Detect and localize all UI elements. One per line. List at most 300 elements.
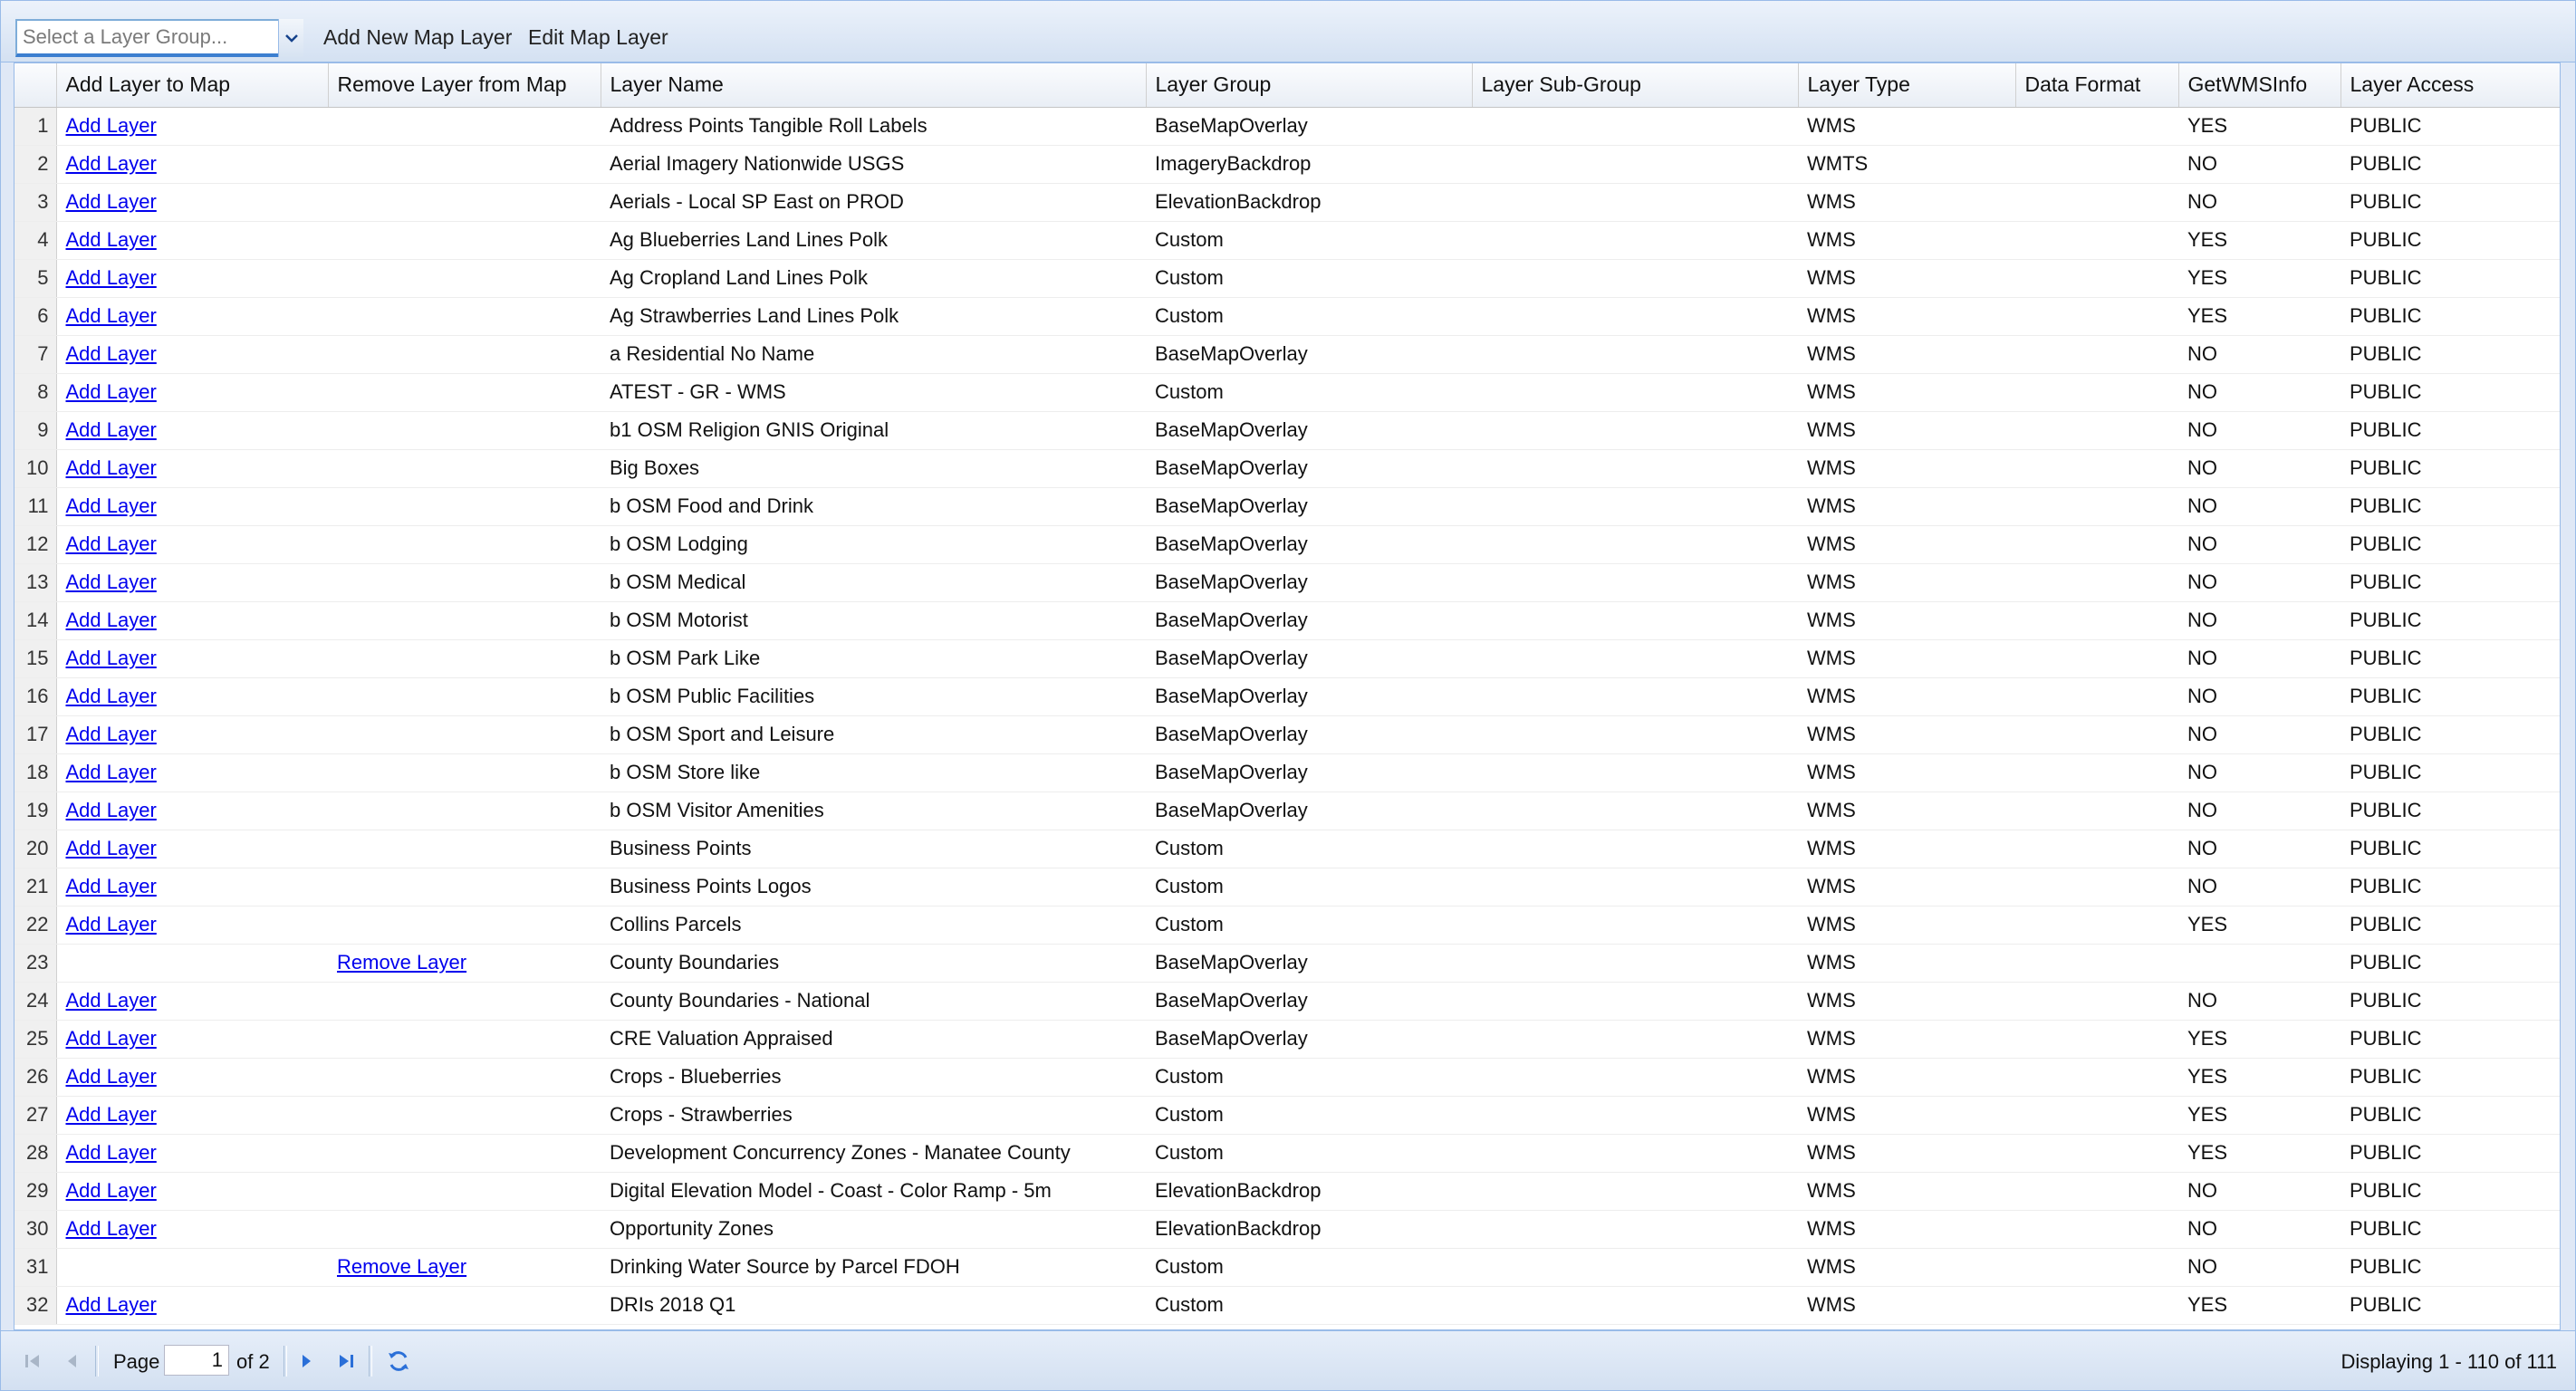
table-row[interactable] (14, 601, 2560, 639)
layer-group-cell: Custom (1146, 259, 1472, 297)
add-layer-link[interactable]: Add Layer (65, 266, 157, 289)
row-number: 12 (14, 525, 56, 563)
layer-access-cell: PUBLIC (2341, 183, 2560, 221)
grid-body (14, 107, 2560, 1324)
layer-type-cell: WMS (1798, 1248, 2015, 1286)
table-row[interactable] (14, 1286, 2560, 1324)
layer-name-cell: Business Points Logos (601, 868, 1146, 906)
remove-layer-cell (328, 107, 601, 145)
layer-subgroup-cell (1472, 183, 1798, 221)
layer-subgroup-cell (1472, 1134, 1798, 1172)
layer-name-cell: b OSM Motorist (601, 601, 1146, 639)
layer-type-cell: WMS (1798, 753, 2015, 791)
row-number: 18 (14, 753, 56, 791)
row-number: 7 (14, 335, 56, 373)
layer-subgroup-cell (1472, 868, 1798, 906)
refresh-icon-svg (386, 1348, 411, 1374)
table-row[interactable] (14, 906, 2560, 944)
layer-name-cell: b OSM Lodging (601, 525, 1146, 563)
layer-name-cell: b OSM Medical (601, 563, 1146, 601)
add-layer-cell (56, 107, 328, 145)
add-layer-link[interactable]: Add Layer (65, 1141, 157, 1164)
last-page-icon[interactable] (332, 1348, 360, 1375)
layer-subgroup-cell (1472, 107, 1798, 145)
chevron-down-icon-svg (284, 33, 299, 43)
row-number: 32 (14, 1286, 56, 1324)
layer-group-cell: BaseMapOverlay (1146, 791, 1472, 830)
row-number: 15 (14, 639, 56, 677)
layer-access-cell: PUBLIC (2341, 830, 2560, 868)
add-layer-column-header[interactable]: Add Layer to Map (56, 63, 328, 107)
layer-subgroup-cell (1472, 982, 1798, 1020)
add-layer-cell (56, 791, 328, 830)
layer-group-cell: Custom (1146, 906, 1472, 944)
getwmsinfo-cell (2178, 944, 2341, 982)
remove-layer-link[interactable]: Remove Layer (337, 1255, 467, 1278)
layer-name-cell: ATEST - GR - WMS (601, 373, 1146, 411)
layer-group-combo[interactable] (15, 19, 302, 57)
add-layer-cell (56, 868, 328, 906)
remove-layer-cell (328, 1058, 601, 1096)
add-layer-link[interactable]: Add Layer (65, 799, 157, 821)
data-format-cell (2015, 1134, 2178, 1172)
add-layer-link[interactable]: Add Layer (65, 761, 157, 783)
layer-group-column-header[interactable]: Layer Group (1146, 63, 1472, 107)
layer-type-cell: WMS (1798, 944, 2015, 982)
layer-access-cell: PUBLIC (2341, 1134, 2560, 1172)
add-layer-link[interactable]: Add Layer (65, 1217, 157, 1240)
layer-type-cell: WMS (1798, 639, 2015, 677)
layer-subgroup-cell (1472, 1096, 1798, 1134)
table-row[interactable] (14, 1248, 2560, 1286)
add-layer-cell (56, 259, 328, 297)
table-row[interactable] (14, 563, 2560, 601)
row-number: 21 (14, 868, 56, 906)
next-page-icon[interactable] (293, 1348, 320, 1375)
layer-subgroup-cell (1472, 145, 1798, 183)
layer-subgroup-cell (1472, 715, 1798, 753)
add-layer-link[interactable]: Add Layer (65, 532, 157, 555)
table-row[interactable] (14, 868, 2560, 906)
add-layer-cell (56, 525, 328, 563)
data-format-cell (2015, 1020, 2178, 1058)
layer-name-cell: Drinking Water Source by Parcel FDOH (601, 1248, 1146, 1286)
data-format-cell (2015, 449, 2178, 487)
layer-group-cell: BaseMapOverlay (1146, 449, 1472, 487)
layer-name-cell: Aerial Imagery Nationwide USGS (601, 145, 1146, 183)
layer-type-cell: WMS (1798, 1134, 2015, 1172)
table-row[interactable] (14, 1020, 2560, 1058)
row-number: 10 (14, 449, 56, 487)
layer-subgroup-cell (1472, 259, 1798, 297)
row-number: 13 (14, 563, 56, 601)
getwmsinfo-cell: YES (2178, 906, 2341, 944)
data-format-cell (2015, 1096, 2178, 1134)
add-layer-cell (56, 183, 328, 221)
page-label: Page (113, 1350, 160, 1373)
add-layer-cell (56, 1134, 328, 1172)
add-layer-link[interactable]: Add Layer (65, 456, 157, 479)
data-format-cell (2015, 259, 2178, 297)
layer-group-cell: Custom (1146, 1058, 1472, 1096)
first-page-icon[interactable] (19, 1348, 46, 1375)
table-row[interactable] (14, 715, 2560, 753)
refresh-icon[interactable] (385, 1348, 412, 1375)
remove-layer-cell (328, 525, 601, 563)
getwmsinfo-cell: NO (2178, 868, 2341, 906)
getwmsinfo-cell: NO (2178, 145, 2341, 183)
header-row (14, 63, 2560, 107)
getwmsinfo-cell: NO (2178, 373, 2341, 411)
add-layer-cell (56, 601, 328, 639)
layer-group-cell: Custom (1146, 373, 1472, 411)
add-layer-cell (56, 1096, 328, 1134)
table-row[interactable] (14, 1172, 2560, 1210)
page-count-label: of 2 (236, 1350, 270, 1373)
layer-subgroup-column-header[interactable]: Layer Sub-Group (1472, 63, 1798, 107)
add-layer-link[interactable]: Add Layer (65, 1065, 157, 1088)
data-format-cell (2015, 639, 2178, 677)
data-format-cell (2015, 601, 2178, 639)
add-layer-link[interactable]: Add Layer (65, 1103, 157, 1126)
add-layer-cell (56, 1020, 328, 1058)
add-layer-cell (56, 145, 328, 183)
table-row[interactable] (14, 639, 2560, 677)
data-format-cell (2015, 753, 2178, 791)
getwmsinfo-cell: YES (2178, 1286, 2341, 1324)
table-row[interactable] (14, 982, 2560, 1020)
add-layer-link[interactable]: Add Layer (65, 152, 157, 175)
layer-group-cell: Custom (1146, 1134, 1472, 1172)
layer-access-cell: PUBLIC (2341, 906, 2560, 944)
layer-access-cell: PUBLIC (2341, 1172, 2560, 1210)
layer-access-cell: PUBLIC (2341, 373, 2560, 411)
table-row[interactable] (14, 830, 2560, 868)
data-format-cell (2015, 107, 2178, 145)
add-layer-cell (56, 221, 328, 259)
page-number-input[interactable] (164, 1345, 229, 1376)
table-row[interactable] (14, 487, 2560, 525)
getwmsinfo-cell: NO (2178, 335, 2341, 373)
layer-type-cell: WMS (1798, 906, 2015, 944)
row-number: 22 (14, 906, 56, 944)
remove-layer-cell (328, 373, 601, 411)
data-format-cell (2015, 715, 2178, 753)
remove-layer-cell (328, 487, 601, 525)
layer-subgroup-cell (1472, 1172, 1798, 1210)
add-layer-link[interactable]: Add Layer (65, 571, 157, 593)
remove-layer-cell (328, 563, 601, 601)
layer-type-cell: WMS (1798, 297, 2015, 335)
layer-group-cell: ElevationBackdrop (1146, 1210, 1472, 1248)
remove-layer-cell (328, 753, 601, 791)
table-row[interactable] (14, 791, 2560, 830)
add-layer-link[interactable]: Add Layer (65, 875, 157, 897)
add-layer-link[interactable]: Add Layer (65, 228, 157, 251)
remove-layer-link[interactable]: Remove Layer (337, 951, 467, 974)
table-row[interactable] (14, 145, 2560, 183)
add-layer-cell (56, 335, 328, 373)
row-number: 26 (14, 1058, 56, 1096)
remove-layer-column-header[interactable]: Remove Layer from Map (328, 63, 601, 107)
layer-name-cell: Collins Parcels (601, 906, 1146, 944)
layer-access-cell: PUBLIC (2341, 525, 2560, 563)
next-page-icon-svg (295, 1350, 317, 1372)
layer-type-cell: WMS (1798, 791, 2015, 830)
layer-type-cell: WMS (1798, 1058, 2015, 1096)
layer-access-cell: PUBLIC (2341, 1096, 2560, 1134)
layer-name-cell: Ag Cropland Land Lines Polk (601, 259, 1146, 297)
edit-map-layer-button[interactable]: Edit Map Layer (528, 25, 668, 49)
data-format-column-header[interactable]: Data Format (2015, 63, 2178, 107)
remove-layer-cell (328, 145, 601, 183)
layer-name-cell: Ag Strawberries Land Lines Polk (601, 297, 1146, 335)
layer-group-input[interactable] (17, 21, 274, 53)
remove-layer-cell (328, 677, 601, 715)
add-layer-link[interactable]: Add Layer (65, 685, 157, 707)
row-number: 6 (14, 297, 56, 335)
add-layer-link[interactable]: Add Layer (65, 190, 157, 213)
layer-name-column-header[interactable]: Layer Name (601, 63, 1146, 107)
layer-type-cell: WMS (1798, 1172, 2015, 1210)
table-row[interactable] (14, 183, 2560, 221)
table-row[interactable] (14, 1058, 2560, 1096)
layer-access-cell: PUBLIC (2341, 107, 2560, 145)
layer-subgroup-cell (1472, 1020, 1798, 1058)
layer-subgroup-cell (1472, 677, 1798, 715)
data-format-cell (2015, 982, 2178, 1020)
layer-name-cell: b OSM Park Like (601, 639, 1146, 677)
layer-name-cell: b OSM Food and Drink (601, 487, 1146, 525)
remove-layer-cell (328, 297, 601, 335)
table-row[interactable] (14, 411, 2560, 449)
table-row[interactable] (14, 449, 2560, 487)
layer-group-cell: BaseMapOverlay (1146, 639, 1472, 677)
getwmsinfo-cell: NO (2178, 753, 2341, 791)
add-layer-link[interactable]: Add Layer (65, 380, 157, 403)
add-layer-link[interactable]: Add Layer (65, 723, 157, 745)
layer-type-cell: WMS (1798, 1286, 2015, 1324)
add-layer-link[interactable]: Add Layer (65, 342, 157, 365)
layer-name-cell: Crops - Blueberries (601, 1058, 1146, 1096)
layer-subgroup-cell (1472, 487, 1798, 525)
layer-type-cell: WMS (1798, 487, 2015, 525)
row-number: 8 (14, 373, 56, 411)
add-layer-cell (56, 449, 328, 487)
row-number: 25 (14, 1020, 56, 1058)
layer-grid (14, 62, 2561, 1330)
layer-name-cell: Address Points Tangible Roll Labels (601, 107, 1146, 145)
add-layer-link[interactable]: Add Layer (65, 1179, 157, 1202)
layer-name-cell: b OSM Sport and Leisure (601, 715, 1146, 753)
add-layer-link[interactable]: Add Layer (65, 494, 157, 517)
add-layer-link[interactable]: Add Layer (65, 609, 157, 631)
getwmsinfo-cell: NO (2178, 715, 2341, 753)
layer-name-cell: b OSM Public Facilities (601, 677, 1146, 715)
row-number: 4 (14, 221, 56, 259)
layer-type-cell: WMS (1798, 563, 2015, 601)
getwmsinfo-cell: YES (2178, 1096, 2341, 1134)
layer-group-cell: ElevationBackdrop (1146, 1172, 1472, 1210)
row-number: 19 (14, 791, 56, 830)
add-layer-link[interactable]: Add Layer (65, 913, 157, 935)
layer-group-cell: Custom (1146, 830, 1472, 868)
layer-group-cell: BaseMapOverlay (1146, 335, 1472, 373)
table-row[interactable] (14, 221, 2560, 259)
layer-type-cell: WMS (1798, 1096, 2015, 1134)
table-row[interactable] (14, 335, 2560, 373)
getwmsinfo-cell: YES (2178, 259, 2341, 297)
table-row[interactable] (14, 259, 2560, 297)
layer-access-cell: PUBLIC (2341, 563, 2560, 601)
layer-name-cell: Crops - Strawberries (601, 1096, 1146, 1134)
layer-access-cell: PUBLIC (2341, 221, 2560, 259)
remove-layer-cell (328, 982, 601, 1020)
getwmsinfo-cell: NO (2178, 791, 2341, 830)
table-row[interactable] (14, 1134, 2560, 1172)
layer-type-cell: WMS (1798, 601, 2015, 639)
add-layer-link[interactable]: Add Layer (65, 1293, 157, 1316)
layer-access-cell: PUBLIC (2341, 677, 2560, 715)
last-page-icon-svg (335, 1350, 357, 1372)
getwmsinfo-cell: NO (2178, 449, 2341, 487)
add-layer-link[interactable]: Add Layer (65, 114, 157, 137)
add-layer-cell (56, 830, 328, 868)
row-number: 1 (14, 107, 56, 145)
getwmsinfo-cell: NO (2178, 1172, 2341, 1210)
row-number: 31 (14, 1248, 56, 1286)
layer-name-cell: Business Points (601, 830, 1146, 868)
data-format-cell (2015, 1248, 2178, 1286)
remove-layer-cell (328, 944, 601, 982)
row-number: 27 (14, 1096, 56, 1134)
data-format-cell (2015, 1210, 2178, 1248)
add-layer-cell (56, 1172, 328, 1210)
table-row[interactable] (14, 1096, 2560, 1134)
getwmsinfo-cell: NO (2178, 411, 2341, 449)
add-layer-link[interactable]: Add Layer (65, 837, 157, 859)
table-row[interactable] (14, 1210, 2560, 1248)
layer-access-cell: PUBLIC (2341, 449, 2560, 487)
row-number: 23 (14, 944, 56, 982)
getwmsinfo-column-header[interactable]: GetWMSInfo (2178, 63, 2341, 107)
table-row[interactable] (14, 373, 2560, 411)
row-number: 30 (14, 1210, 56, 1248)
remove-layer-cell (328, 411, 601, 449)
data-format-cell (2015, 411, 2178, 449)
chevron-down-icon[interactable] (278, 19, 303, 57)
getwmsinfo-cell: NO (2178, 677, 2341, 715)
getwmsinfo-cell: YES (2178, 1020, 2341, 1058)
row-number: 14 (14, 601, 56, 639)
table-row[interactable] (14, 944, 2560, 982)
remove-layer-cell (328, 830, 601, 868)
layer-group-cell: BaseMapOverlay (1146, 753, 1472, 791)
add-layer-link[interactable]: Add Layer (65, 1027, 157, 1050)
layer-access-cell: PUBLIC (2341, 753, 2560, 791)
layer-name-cell: Ag Blueberries Land Lines Polk (601, 221, 1146, 259)
getwmsinfo-cell: NO (2178, 601, 2341, 639)
layer-group-cell: BaseMapOverlay (1146, 944, 1472, 982)
layer-subgroup-cell (1472, 221, 1798, 259)
add-layer-link[interactable]: Add Layer (65, 418, 157, 441)
add-new-map-layer-button[interactable]: Add New Map Layer (323, 25, 513, 49)
getwmsinfo-cell: YES (2178, 1134, 2341, 1172)
layer-group-cell: BaseMapOverlay (1146, 1020, 1472, 1058)
table-row[interactable] (14, 677, 2560, 715)
layer-group-cell: BaseMapOverlay (1146, 677, 1472, 715)
row-number: 24 (14, 982, 56, 1020)
remove-layer-cell (328, 791, 601, 830)
layer-subgroup-cell (1472, 791, 1798, 830)
add-layer-cell (56, 677, 328, 715)
layer-name-cell: Digital Elevation Model - Coast - Color Ramp - 5m (601, 1172, 1146, 1210)
remove-layer-cell (328, 639, 601, 677)
layer-subgroup-cell (1472, 449, 1798, 487)
row-number: 3 (14, 183, 56, 221)
data-format-cell (2015, 487, 2178, 525)
remove-layer-cell (328, 449, 601, 487)
layer-access-column-header[interactable]: Layer Access (2341, 63, 2560, 107)
layer-access-cell: PUBLIC (2341, 1020, 2560, 1058)
data-format-cell (2015, 791, 2178, 830)
data-format-cell (2015, 145, 2178, 183)
remove-layer-cell (328, 183, 601, 221)
layer-name-cell: Development Concurrency Zones - Manatee County (601, 1134, 1146, 1172)
layer-name-cell: DRIs 2018 Q1 (601, 1286, 1146, 1324)
layer-type-column-header[interactable]: Layer Type (1798, 63, 2015, 107)
data-format-cell (2015, 830, 2178, 868)
getwmsinfo-cell: NO (2178, 487, 2341, 525)
layer-name-cell: CRE Valuation Appraised (601, 1020, 1146, 1058)
pager-separator (95, 1346, 99, 1377)
layer-subgroup-cell (1472, 373, 1798, 411)
layer-subgroup-cell (1472, 525, 1798, 563)
table-row[interactable] (14, 753, 2560, 791)
layer-group-cell: BaseMapOverlay (1146, 563, 1472, 601)
prev-page-icon[interactable] (59, 1348, 86, 1375)
getwmsinfo-cell: NO (2178, 563, 2341, 601)
add-layer-link[interactable]: Add Layer (65, 647, 157, 669)
layer-access-cell: PUBLIC (2341, 601, 2560, 639)
add-layer-link[interactable]: Add Layer (65, 989, 157, 1012)
add-layer-cell (56, 753, 328, 791)
data-format-cell (2015, 183, 2178, 221)
table-row[interactable] (14, 525, 2560, 563)
remove-layer-cell (328, 335, 601, 373)
layer-access-cell: PUBLIC (2341, 297, 2560, 335)
getwmsinfo-cell: NO (2178, 183, 2341, 221)
table-row[interactable] (14, 107, 2560, 145)
prev-page-icon-svg (62, 1350, 83, 1372)
add-layer-cell (56, 1248, 328, 1286)
layer-access-cell: PUBLIC (2341, 1248, 2560, 1286)
data-format-cell (2015, 1172, 2178, 1210)
add-layer-cell (56, 411, 328, 449)
add-layer-link[interactable]: Add Layer (65, 304, 157, 327)
add-layer-cell (56, 715, 328, 753)
layer-group-cell: BaseMapOverlay (1146, 487, 1472, 525)
table-row[interactable] (14, 297, 2560, 335)
layer-type-cell: WMS (1798, 449, 2015, 487)
remove-layer-cell (328, 221, 601, 259)
getwmsinfo-cell: YES (2178, 221, 2341, 259)
remove-layer-cell (328, 1134, 601, 1172)
layer-subgroup-cell (1472, 1210, 1798, 1248)
layer-subgroup-cell (1472, 297, 1798, 335)
getwmsinfo-cell: NO (2178, 1248, 2341, 1286)
getwmsinfo-cell: NO (2178, 1210, 2341, 1248)
